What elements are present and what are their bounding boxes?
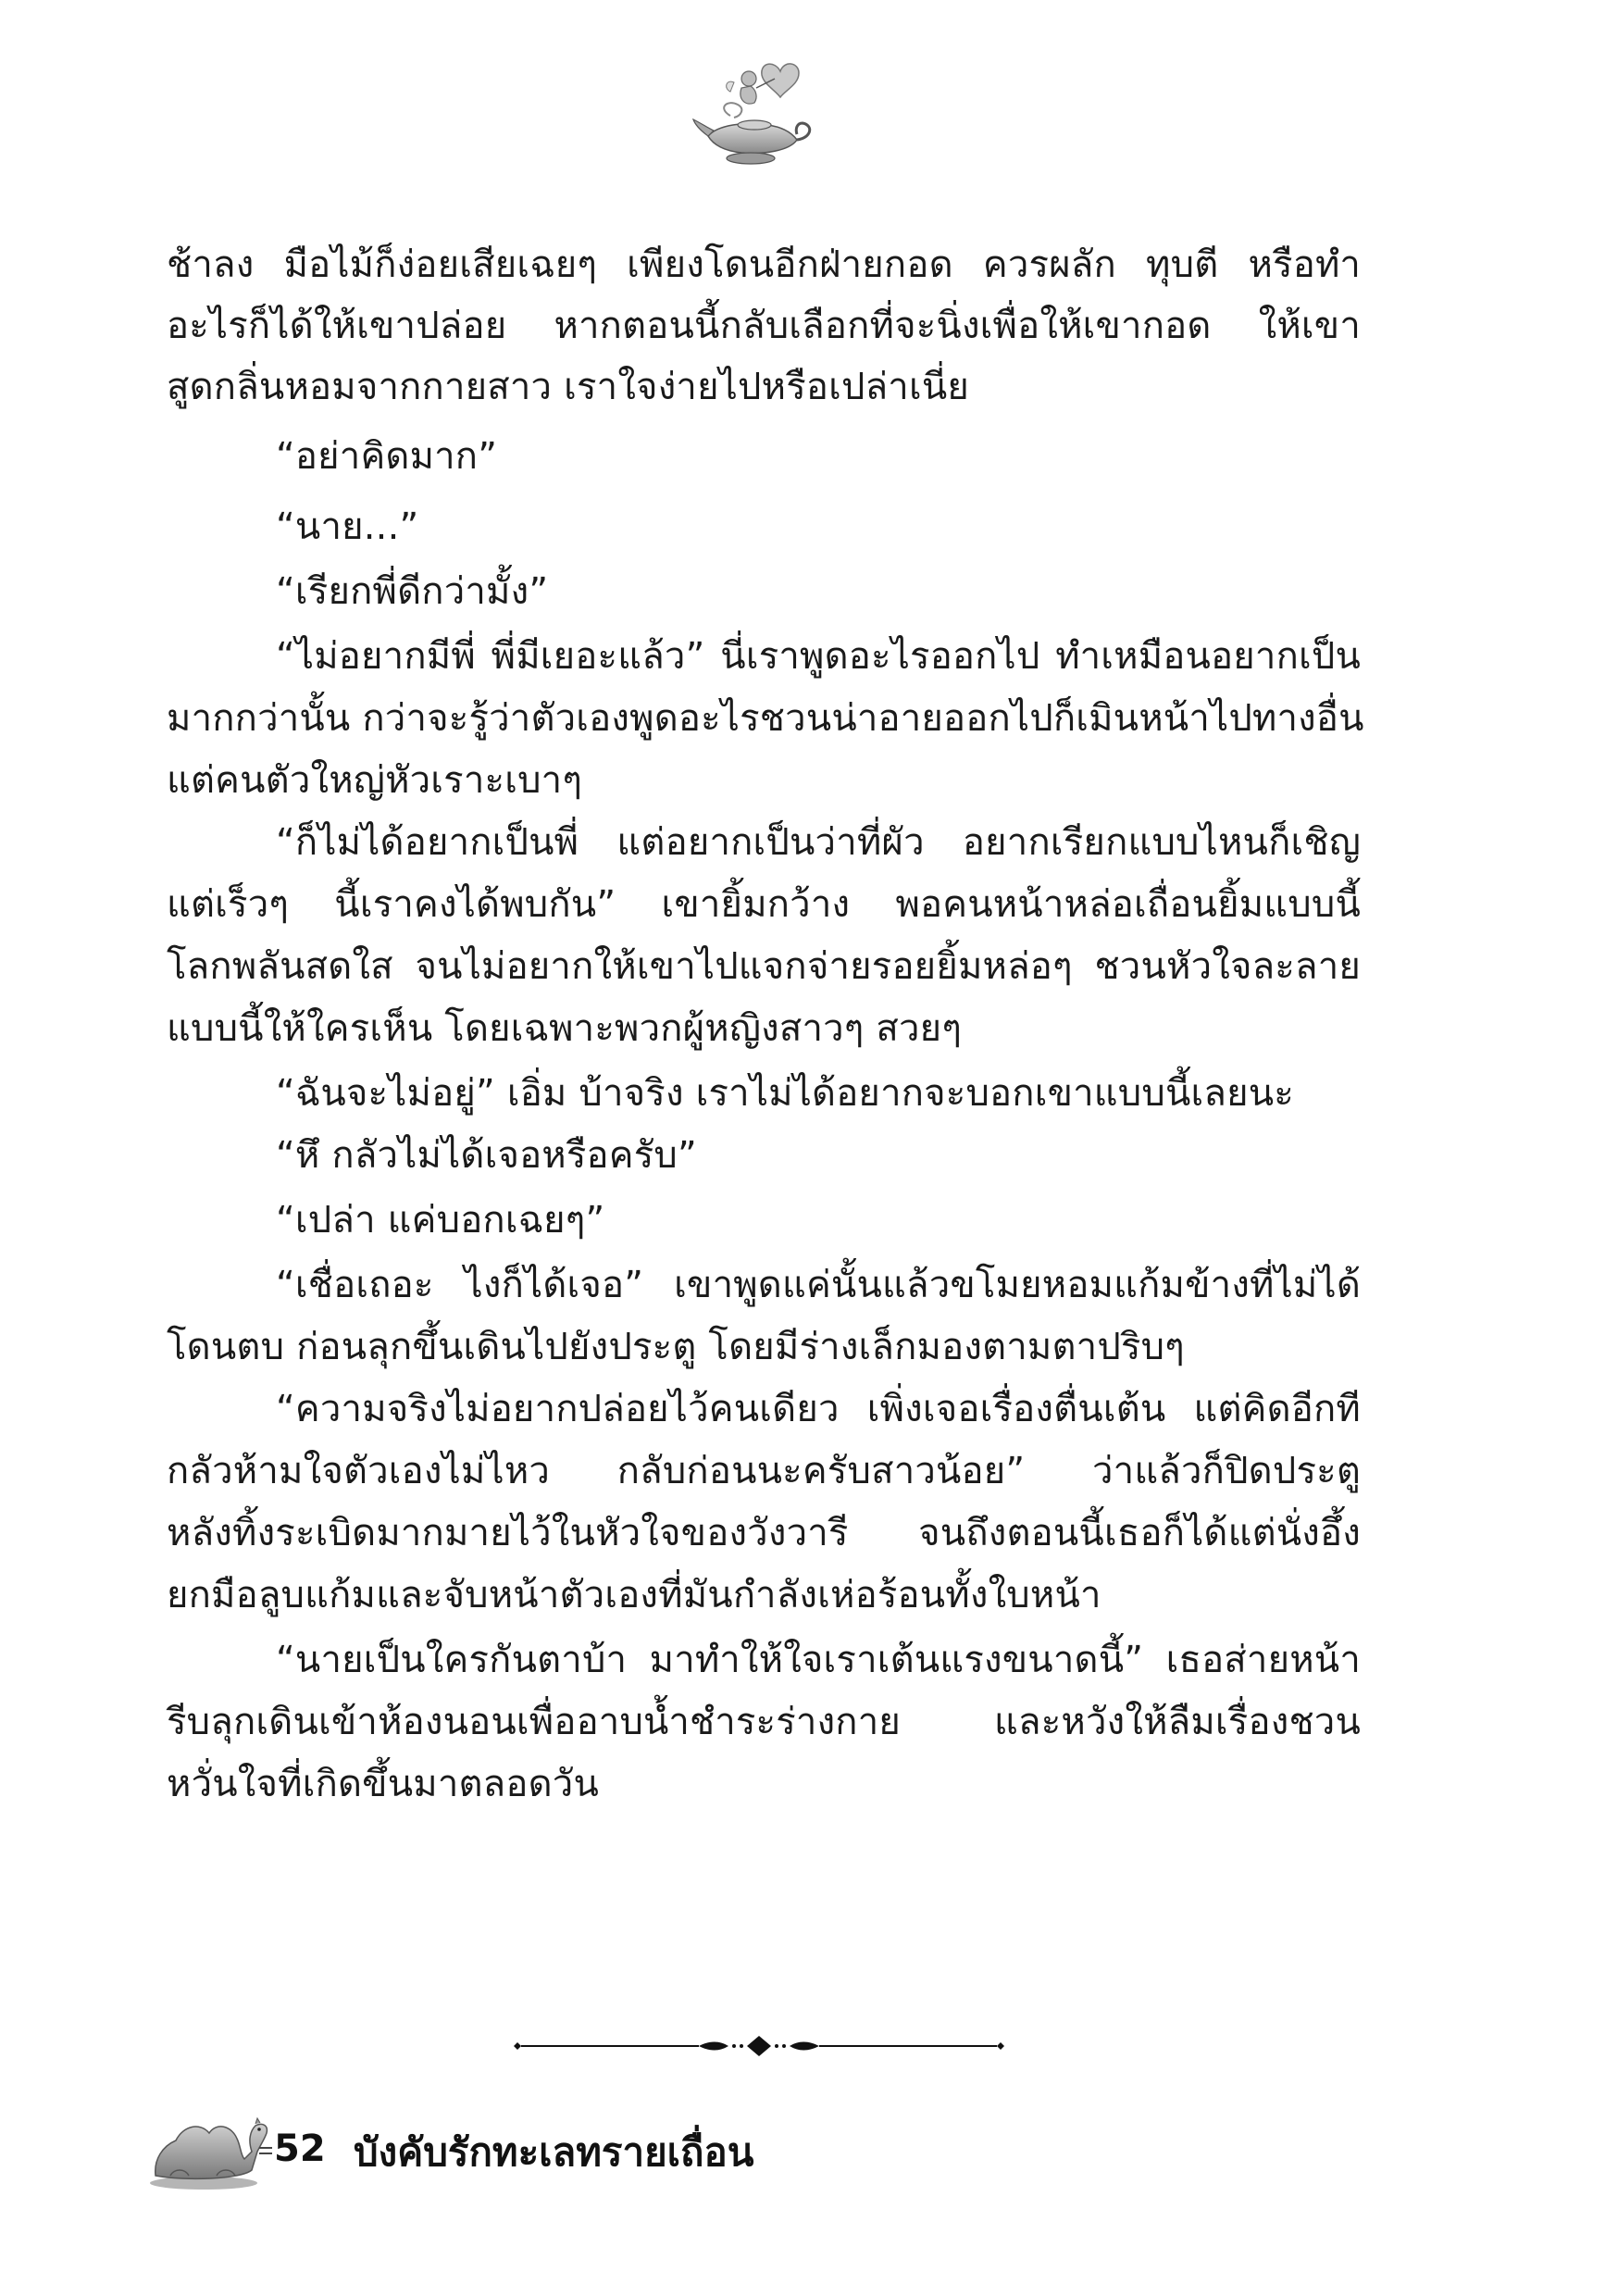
text-line: “เปล่า แค่บอกเฉยๆ” <box>276 1199 605 1242</box>
text-line: “ความจริงไม่อยากปล่อยไว้คนเดียว เพิ่งเจอเรื่องตื่นเต้น แต่คิดอีกที <box>276 1388 1361 1430</box>
text-line: กลัวห้ามใจตัวเองไม่ไหว กลับก่อนนะครับสาวน้อย” ว่าแล้วก็ปิดประตู <box>167 1450 1361 1492</box>
book-title: บังคับรักทะเลทรายเถื่อน <box>354 2129 754 2175</box>
text-line: “ไม่อยากมีพี่ พี่มีเยอะแล้ว” นี่เราพูดอะไรออกไป ทำเหมือนอยากเป็น <box>276 635 1361 678</box>
text-line: หวั่นใจที่เกิดขึ้นมาตลอดวัน <box>167 1763 599 1805</box>
text-line: “นาย...” <box>276 505 419 548</box>
genie-lamp-icon <box>690 51 819 171</box>
page-footer <box>148 2094 981 2196</box>
text-line: ช้าลง มือไม้ก็ง่อยเสียเฉยๆ เพียงโดนอีกฝ่ายกอด ควรผลัก ทุบตี หรือทำ <box>167 243 1361 286</box>
text-line: สูดกลิ่นหอมจากกายสาว เราใจง่ายไปหรือเปล่าเนี่ย <box>167 366 969 408</box>
text-line: รีบลุกเดินเข้าห้องนอนเพื่ออาบน้ำชำระร่างกาย และหวังให้ลืมเรื่องชวน <box>167 1701 1361 1743</box>
text-line: ยกมือลูบแก้มและจับหน้าตัวเองที่มันกำลังเห่อร้อนทั้งใบหน้า <box>167 1574 1101 1616</box>
page-number: 52 <box>274 2128 326 2170</box>
text-line: “ก็ไม่ได้อยากเป็นพี่ แต่อยากเป็นว่าที่ผัว อยากเรียกแบบไหนก็เชิญ <box>276 821 1361 864</box>
text-line: มากกว่านั้น กว่าจะรู้ว่าตัวเองพูดอะไรชวนน่าอายออกไปก็เมินหน้าไปทางอื่น <box>167 697 1364 740</box>
ornamental-divider-icon <box>514 2032 1004 2060</box>
text-line: อะไรก็ได้ให้เขาปล่อย หากตอนนี้กลับเลือกที่จะนิ่งเพื่อให้เขากอด ให้เขา <box>167 305 1361 347</box>
text-line: แต่เร็วๆ นี้เราคงได้พบกัน” เขายิ้มกว้าง พอคนหน้าหล่อเถื่อนยิ้มแบบนี้ <box>167 883 1361 926</box>
text-line: แต่คนตัวใหญ่หัวเราะเบาๆ <box>167 759 583 802</box>
text-line: “เชื่อเถอะ ไงก็ได้เจอ” เขาพูดแค่นั้นแล้วขโมยหอมแก้มข้างที่ไม่ได้ <box>276 1264 1361 1306</box>
text-line: โดนตบ ก่อนลุกขึ้นเดินไปยังประตู โดยมีร่างเล็กมองตามตาปริบๆ <box>167 1326 1185 1368</box>
text-line: “นายเป็นใครกันตาบ้า มาทำให้ใจเราเต้นแรงขนาดนี้” เธอส่ายหน้า <box>276 1639 1361 1681</box>
text-line: “หึ กลัวไม่ได้เจอหรือครับ” <box>276 1134 697 1177</box>
camel-icon <box>148 2094 273 2191</box>
text-line: โลกพลันสดใส จนไม่อยากให้เขาไปแจกจ่ายรอยยิ้มหล่อๆ ชวนหัวใจละลาย <box>167 945 1361 988</box>
text-line: “อย่าคิดมาก” <box>276 435 498 478</box>
text-line: หลังทิ้งระเบิดมากมายไว้ในหัวใจของวังวารี จนถึงตอนนี้เธอก็ได้แต่นั่งอึ้ง <box>167 1512 1361 1554</box>
text-line: “ฉันจะไม่อยู่” เอิ่ม บ้าจริง เราไม่ได้อยากจะบอกเขาแบบนี้เลยนะ <box>276 1072 1294 1115</box>
text-line: แบบนี้ให้ใครเห็น โดยเฉพาะพวกผู้หญิงสาวๆ สวยๆ <box>167 1007 963 1050</box>
text-line: “เรียกพี่ดีกว่ามั้ง” <box>276 570 549 613</box>
